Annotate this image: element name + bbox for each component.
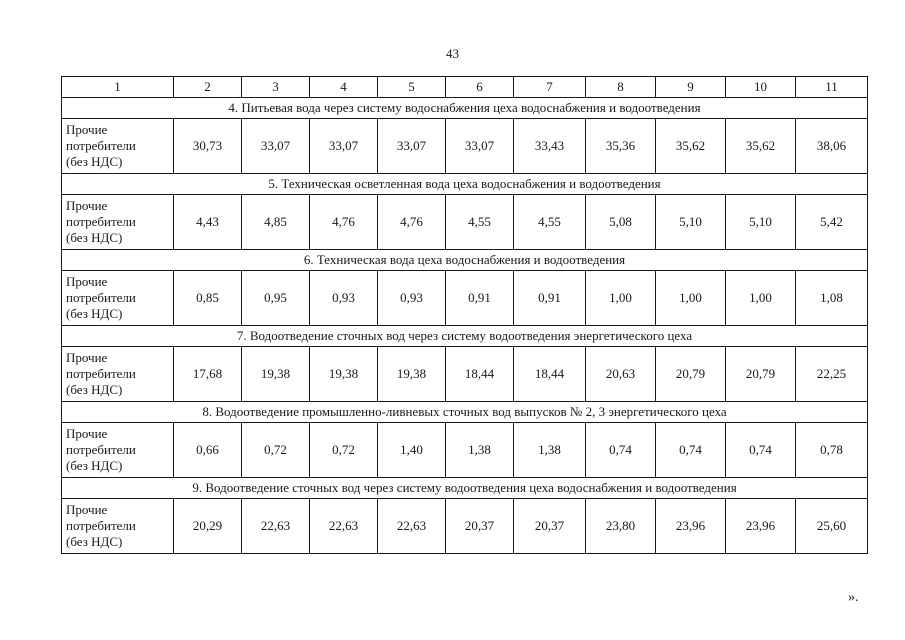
tariff-value-cell: 1,00 — [586, 271, 656, 326]
consumer-label-line: Прочие — [66, 426, 108, 441]
tariff-value-cell: 5,08 — [586, 195, 656, 250]
section-title-row — [62, 250, 868, 271]
section-title: 4. Питьевая вода через систему водоснабжения цеха водоснабжения и водоотведения — [62, 98, 868, 119]
consumer-label-line: (без НДС) — [66, 306, 123, 321]
table-row — [62, 347, 868, 402]
consumer-cell — [62, 423, 174, 478]
consumer-label-line: (без НДС) — [66, 230, 123, 245]
consumer-cell — [62, 195, 174, 250]
tariff-value-cell: 5,10 — [726, 195, 796, 250]
tariff-value-cell: 0,78 — [796, 423, 868, 478]
consumer-label-line: (без НДС) — [66, 458, 123, 473]
tariff-value-cell: 0,66 — [174, 423, 242, 478]
tariff-value-cell: 35,36 — [586, 119, 656, 174]
tariff-value-cell: 0,72 — [242, 423, 310, 478]
consumer-label-line: потребители — [66, 442, 136, 457]
tariff-value-cell: 0,91 — [446, 271, 514, 326]
consumer-label-line: (без НДС) — [66, 382, 123, 397]
consumer-label-line: (без НДС) — [66, 154, 123, 169]
tariff-value-cell: 0,74 — [586, 423, 656, 478]
table-row — [62, 271, 868, 326]
column-header: 10 — [726, 77, 796, 98]
tariff-value-cell: 1,38 — [514, 423, 586, 478]
column-header: 9 — [656, 77, 726, 98]
section-title-row — [62, 402, 868, 423]
tariff-value-cell: 5,42 — [796, 195, 868, 250]
consumer-label-line: Прочие — [66, 274, 108, 289]
column-header: 6 — [446, 77, 514, 98]
tariff-value-cell: 20,63 — [586, 347, 656, 402]
tariff-value-cell: 4,76 — [310, 195, 378, 250]
tariff-value-cell: 35,62 — [726, 119, 796, 174]
tariff-value-cell: 4,85 — [242, 195, 310, 250]
tariff-value-cell: 33,07 — [446, 119, 514, 174]
tariff-value-cell: 4,43 — [174, 195, 242, 250]
column-header: 3 — [242, 77, 310, 98]
tariff-value-cell: 20,37 — [446, 499, 514, 554]
tariff-value-cell: 18,44 — [514, 347, 586, 402]
page-number: 43 — [446, 46, 459, 61]
section-title: 5. Техническая осветленная вода цеха водоснабжения и водоотведения — [62, 174, 868, 195]
tariff-value-cell: 0,93 — [378, 271, 446, 326]
consumer-label-line: потребители — [66, 290, 136, 305]
tariff-value-cell: 19,38 — [378, 347, 446, 402]
tariff-value-cell: 22,25 — [796, 347, 868, 402]
tariff-value-cell: 33,43 — [514, 119, 586, 174]
tariff-value-cell: 20,79 — [726, 347, 796, 402]
column-header: 8 — [586, 77, 656, 98]
tariff-value-cell: 20,79 — [656, 347, 726, 402]
section-title-row — [62, 174, 868, 195]
section-title: 6. Техническая вода цеха водоснабжения и водоотведения — [62, 250, 868, 271]
section-title-row — [62, 98, 868, 119]
table-row — [62, 499, 868, 554]
section-title-row — [62, 326, 868, 347]
column-header: 11 — [796, 77, 868, 98]
tariff-value-cell: 1,38 — [446, 423, 514, 478]
consumer-cell — [62, 347, 174, 402]
tariff-value-cell: 0,91 — [514, 271, 586, 326]
table-row — [62, 423, 868, 478]
tariff-value-cell: 30,73 — [174, 119, 242, 174]
tariff-value-cell: 20,29 — [174, 499, 242, 554]
consumer-label-line: потребители — [66, 518, 136, 533]
consumer-cell — [62, 119, 174, 174]
table-row — [62, 195, 868, 250]
tariff-value-cell: 0,93 — [310, 271, 378, 326]
closing-quote-mark: ». — [848, 590, 859, 605]
table-body — [62, 77, 868, 554]
tariff-value-cell: 0,74 — [726, 423, 796, 478]
table-row — [62, 119, 868, 174]
tariff-value-cell: 0,85 — [174, 271, 242, 326]
tariff-value-cell: 33,07 — [310, 119, 378, 174]
tariff-value-cell: 0,95 — [242, 271, 310, 326]
consumer-label-line: Прочие — [66, 350, 108, 365]
tariff-value-cell: 23,80 — [586, 499, 656, 554]
tariff-value-cell: 17,68 — [174, 347, 242, 402]
column-header: 5 — [378, 77, 446, 98]
tariff-value-cell: 1,40 — [378, 423, 446, 478]
consumer-label-line: Прочие — [66, 198, 108, 213]
tariff-value-cell: 23,96 — [726, 499, 796, 554]
tariff-value-cell: 4,55 — [446, 195, 514, 250]
consumer-label-line: Прочие — [66, 122, 108, 137]
section-title: 9. Водоотведение сточных вод через систему водоотведения цеха водоснабжения и водоотведения — [62, 478, 868, 499]
tariff-value-cell: 22,63 — [378, 499, 446, 554]
tariff-value-cell: 0,72 — [310, 423, 378, 478]
column-header: 7 — [514, 77, 586, 98]
consumer-label-line: потребители — [66, 214, 136, 229]
tariff-value-cell: 33,07 — [378, 119, 446, 174]
tariff-value-cell: 25,60 — [796, 499, 868, 554]
tariff-value-cell: 1,08 — [796, 271, 868, 326]
section-title-row — [62, 478, 868, 499]
tariff-value-cell: 18,44 — [446, 347, 514, 402]
tariff-value-cell: 35,62 — [656, 119, 726, 174]
consumer-cell — [62, 499, 174, 554]
tariff-value-cell: 22,63 — [242, 499, 310, 554]
tariff-value-cell: 23,96 — [656, 499, 726, 554]
tariff-value-cell: 4,76 — [378, 195, 446, 250]
tariff-value-cell: 4,55 — [514, 195, 586, 250]
tariff-value-cell: 22,63 — [310, 499, 378, 554]
consumer-label-line: потребители — [66, 138, 136, 153]
column-header: 2 — [174, 77, 242, 98]
section-title: 7. Водоотведение сточных вод через систему водоотведения энергетического цеха — [62, 326, 868, 347]
tariff-value-cell: 1,00 — [726, 271, 796, 326]
tariff-value-cell: 20,37 — [514, 499, 586, 554]
tariff-value-cell: 38,06 — [796, 119, 868, 174]
consumer-label-line: потребители — [66, 366, 136, 381]
column-header: 1 — [62, 77, 174, 98]
section-title: 8. Водоотведение промышленно-ливневых сточных вод выпусков № 2, 3 энергетического цеха — [62, 402, 868, 423]
tariff-value-cell: 19,38 — [310, 347, 378, 402]
tariff-value-cell: 5,10 — [656, 195, 726, 250]
column-header: 4 — [310, 77, 378, 98]
consumer-label-line: (без НДС) — [66, 534, 123, 549]
column-header-row — [62, 77, 868, 98]
tariff-value-cell: 33,07 — [242, 119, 310, 174]
consumer-cell — [62, 271, 174, 326]
tariff-table — [61, 76, 868, 554]
tariff-value-cell: 1,00 — [656, 271, 726, 326]
tariff-value-cell: 19,38 — [242, 347, 310, 402]
consumer-label-line: Прочие — [66, 502, 108, 517]
tariff-value-cell: 0,74 — [656, 423, 726, 478]
